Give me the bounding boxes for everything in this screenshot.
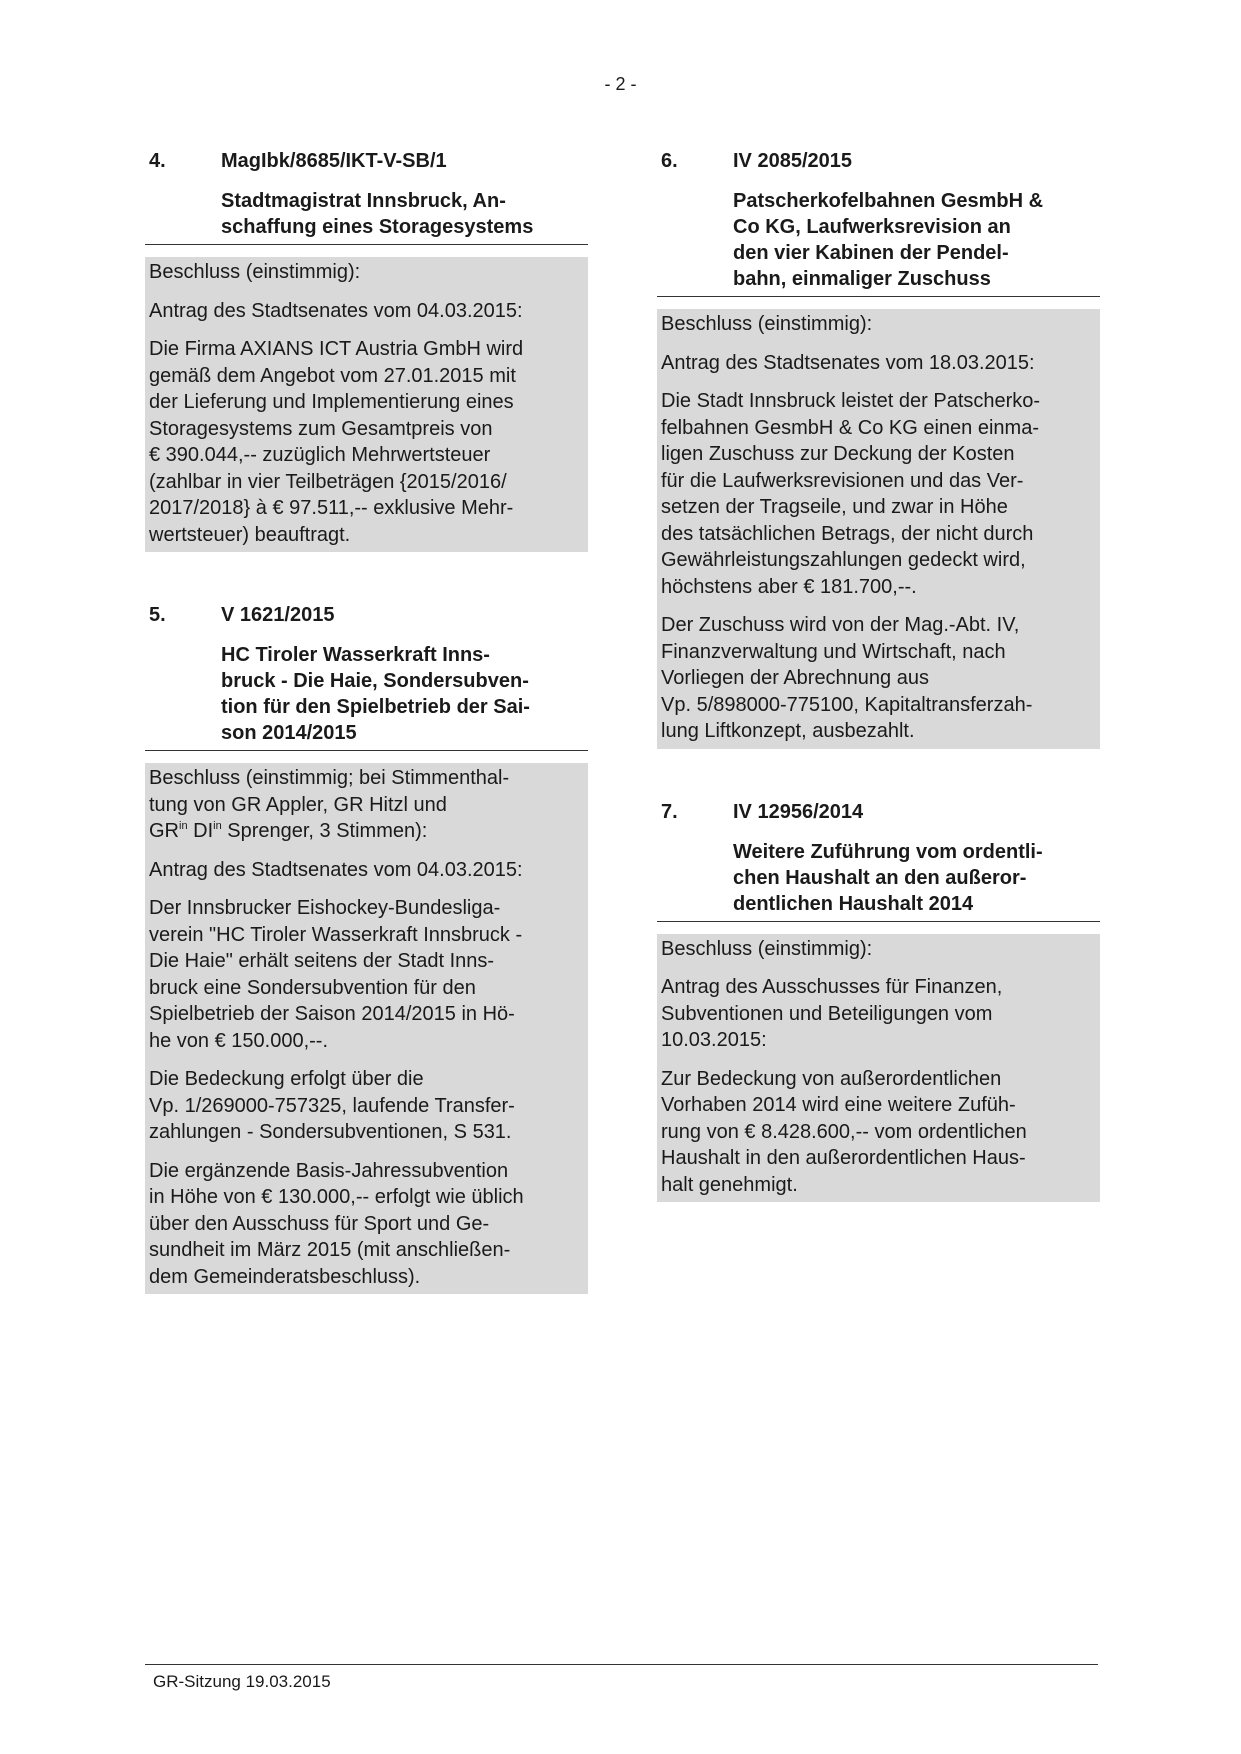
motion-label: Antrag des Ausschusses für Finanzen, Subventionen und Beteiligungen vom 10.03.2015: — [661, 976, 1003, 1051]
footer-text: GR-Sitzung 19.03.2015 — [153, 1672, 331, 1691]
item-title: HC Tiroler Wasserkraft Inns- bruck - Die Haie, Sondersubven- tion für den Spielbetrieb der Sai- son 2014/2015 — [221, 644, 530, 744]
page-number: - 2 - — [604, 74, 637, 94]
item-reference: MagIbk/8685/IKT-V-SB/1 — [221, 150, 447, 172]
item-number: 6. — [661, 150, 678, 172]
item-reference: V 1621/2015 — [221, 604, 335, 626]
agenda-item-6 — [657, 148, 1100, 749]
decision-label: Beschluss (einstimmig): — [661, 313, 873, 335]
item-reference: IV 12956/2014 — [733, 800, 864, 823]
footer-divider — [145, 1664, 1098, 1665]
item-number: 4. — [149, 150, 166, 172]
decision-box — [145, 257, 588, 552]
motion-label: Antrag des Stadtsenates vom 04.03.2015: — [149, 299, 523, 322]
agenda-item-4 — [145, 148, 588, 552]
decision-text: Die Firma AXIANS ICT Austria GmbH wird gemäß dem Angebot vom 27.01.2015 mit der Lieferung und Implementierung eines Storagesystems zum Gesamtpreis von € 390.044,-- zuzüglich Mehrwertsteuer (zahlbar in vier Teilbeträgen {2015/2016/ 2017/2018} à € 97.511,-- exklusive Mehr- wertsteuer) beauftragt. — [149, 338, 524, 546]
item-title: Weitere Zuführung vom ordentli- chen Haushalt an den außeror- dentlichen Haushalt 2014 — [733, 840, 1043, 915]
motion-label: Antrag des Stadtsenates vom 18.03.2015: — [661, 351, 1035, 374]
item-title: Stadtmagistrat Innsbruck, An- schaffung eines Storagesystems — [221, 190, 534, 238]
item-number: 7. — [661, 800, 678, 823]
decision-label: Beschluss (einstimmig): — [149, 261, 361, 283]
decision-label: Beschluss (einstimmig): — [661, 937, 873, 960]
item-reference: IV 2085/2015 — [733, 150, 852, 172]
motion-label: Antrag des Stadtsenates vom 04.03.2015: — [149, 858, 523, 881]
additional-text: Die ergänzende Basis-Jahressubvention in Höhe von € 130.000,-- erfolgt wie üblich über den Ausschuss für Sport und Ge- sundheit im März 2015 (mit anschließen- dem Gemeinderatsbeschluss). — [149, 1159, 524, 1288]
decision-text: Die Stadt Innsbruck leistet der Patscherko- felbahnen GesmbH & Co KG einen einma- ligen Zuschuss zur Deckung der Kosten für die Laufwerksrevisionen und das Ver- setzen der Tragseile, und zwar in Höhe des tatsächlichen Betrags, der nicht durch Gewährleistungszahlungen gedeckt wird, höchstens aber € 181.700,--. — [661, 390, 1041, 598]
agenda-item-7 — [657, 799, 1100, 1203]
payment-text: Der Zuschuss wird von der Mag.-Abt. IV, Finanzverwaltung und Wirtschaft, nach Vorliegen der Abrechnung aus Vp. 5/898000-775100, Kapitaltransferzah- lung Liftkonzept, ausbezahlt. — [661, 614, 1033, 742]
decision-text: Zur Bedeckung von außerordentlichen Vorhaben 2014 wird eine weitere Zufüh- rung von € 8.428.600,-- vom ordentlichen Haushalt in den außerordentlichen Haus- halt genehmigt. — [661, 1067, 1027, 1196]
left-column — [145, 148, 588, 1294]
decision-box — [657, 934, 1100, 1203]
item-number: 5. — [149, 604, 166, 626]
decision-label: Beschluss (einstimmig; bei Stimmenthal- tung von GR Appler, GR Hitzl und $GR^{in}$ $DI^{in}$ Sprenger, 3 Stimmen): — [149, 767, 510, 842]
right-column — [657, 148, 1100, 1202]
funding-text: Die Bedeckung erfolgt über die Vp. 1/269000-757325, laufende Transfer- zahlungen - Sondersubventionen, S 531. — [149, 1068, 515, 1143]
item-title: Patscherkofelbahnen GesmbH & Co KG, Laufwerksrevision an den vier Kabinen der Pendel- bahn, einmaliger Zuschuss — [733, 190, 1044, 290]
decision-text: Der Innsbrucker Eishockey-Bundesliga- verein "HC Tiroler Wasserkraft Innsbruck - Die Haie" erhält seitens der Stadt Inns- bruck eine Sondersubvention für den Spielbetrieb der Saison 2014/2015 in Hö- he von € 150.000,--. — [149, 897, 523, 1052]
decision-box — [145, 763, 588, 1294]
decision-box — [657, 309, 1100, 749]
agenda-item-5 — [145, 602, 588, 1294]
